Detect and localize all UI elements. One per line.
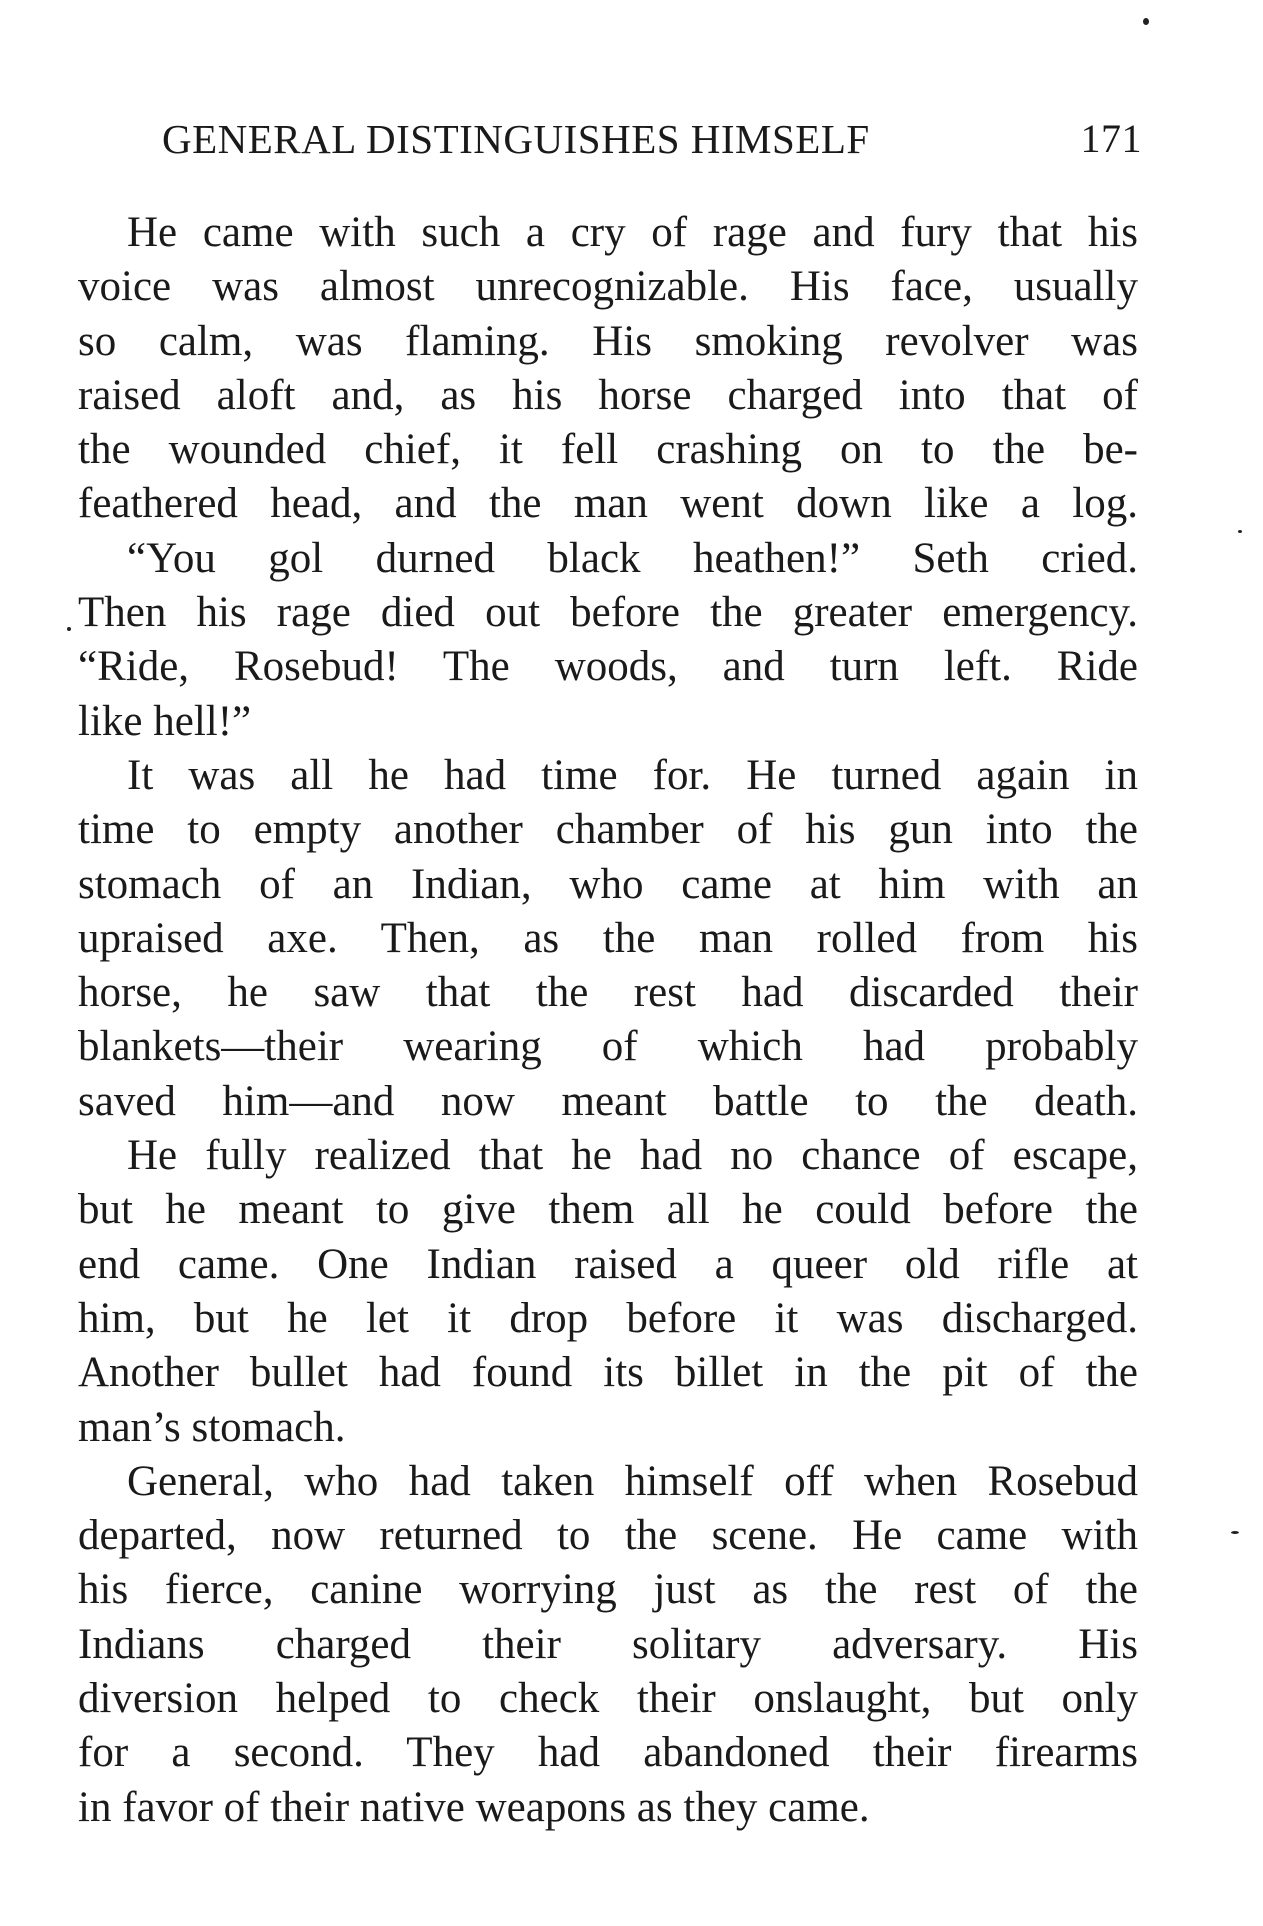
paragraph (78, 206, 1138, 532)
scan-speck (1143, 18, 1149, 25)
text-line: Indians charged their solitary adversary. His (78, 1620, 1138, 1668)
text-line: raised aloft and, as his horse charged into that of (78, 371, 1138, 419)
text-line: his fierce, canine worrying just as the rest of the (78, 1566, 1138, 1614)
paragraph (78, 532, 1138, 749)
text-line: saved him—and now meant battle to the death. (78, 1077, 1138, 1125)
text-line: time to empty another chamber of his gun into the (78, 806, 1138, 854)
text-line: the wounded chief, it fell crashing on to the be- (78, 426, 1138, 474)
text-line: stomach of an Indian, who came at him with an (78, 860, 1138, 908)
text-line: feathered head, and the man went down like a log. (78, 480, 1138, 528)
paragraph (78, 1455, 1138, 1835)
text-line: General, who had taken himself off when Rosebud (127, 1457, 1138, 1505)
text-line: It was all he had time for. He turned again in (127, 751, 1138, 799)
page-number: 171 (1080, 116, 1142, 161)
text-line: He came with such a cry of rage and fury that his (127, 209, 1138, 256)
paragraph (78, 749, 1138, 1129)
text-line: Another bullet had found its billet in the pit of the (78, 1349, 1138, 1397)
running-head (162, 115, 1142, 163)
text-line: him, but he let it drop before it was discharged. (78, 1294, 1138, 1342)
text-line: like hell!” (78, 697, 252, 745)
text-line: upraised axe. Then, as the man rolled from his (78, 914, 1138, 962)
text-line: man’s stomach. (78, 1403, 346, 1451)
text-line: horse, he saw that the rest had discarded their (78, 969, 1138, 1017)
text-line: “You gol durned black heathen!” Seth cried. (127, 534, 1138, 582)
text-line: Then his rage died out before the greater emergency. (78, 589, 1138, 637)
text-line: in favor of their native weapons as they came. (78, 1783, 870, 1831)
text-line: but he meant to give them all he could before the (78, 1186, 1138, 1234)
text-line: voice was almost unrecognizable. His face, usually (78, 263, 1138, 311)
scan-speck (1231, 1531, 1239, 1534)
text-line: departed, now returned to the scene. He came with (78, 1512, 1138, 1560)
scan-speck (1238, 530, 1242, 533)
scan-speck (67, 627, 71, 631)
text-line: end came. One Indian raised a queer old rifle at (78, 1240, 1138, 1288)
running-head-title: GENERAL DISTINGUISHES HIMSELF (162, 116, 870, 162)
text-line: “Ride, Rosebud! The woods, and turn left. Ride (78, 643, 1138, 691)
paragraph (78, 1129, 1138, 1455)
text-line: He fully realized that he had no chance of escape, (127, 1132, 1138, 1180)
text-line: for a second. They had abandoned their firearms (78, 1729, 1138, 1777)
text-line: blankets—their wearing of which had probably (78, 1023, 1138, 1071)
text-line: diversion helped to check their onslaught, but only (78, 1675, 1138, 1723)
body-text (78, 206, 1138, 1835)
text-line: so calm, was flaming. His smoking revolver was (78, 317, 1138, 365)
